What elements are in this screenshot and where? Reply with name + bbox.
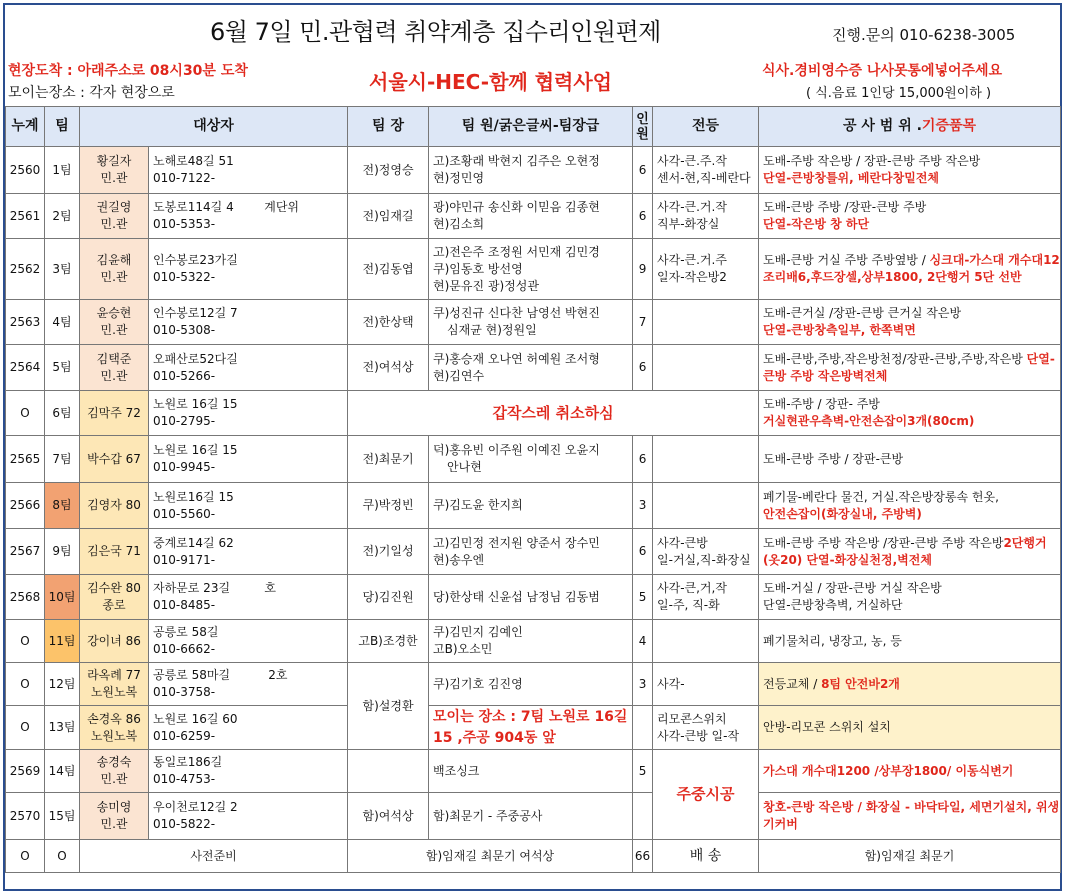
scope-text: 도배-주방 / 장판- 주방 bbox=[763, 397, 880, 411]
footer-lighting: 배 송 bbox=[653, 840, 759, 873]
scope-text: 도배-큰방,주방,작은방천정/장판-큰방,주방,작은방 bbox=[763, 351, 1027, 366]
team-members bbox=[429, 436, 633, 483]
team-label: 14팀 bbox=[45, 750, 80, 793]
recipient-address: 공릉로 58길 bbox=[153, 625, 219, 639]
scope-text: 단열-큰방창측벽, 거실하단 bbox=[763, 598, 903, 612]
recipient-name: 박수갑 67 bbox=[80, 436, 149, 483]
lighting-spec bbox=[653, 620, 759, 663]
lighting-spec bbox=[653, 345, 759, 391]
recipient-phone: 010-5322- bbox=[153, 270, 216, 284]
lighting-spec bbox=[653, 300, 759, 345]
member-line: 현)송우엔 bbox=[433, 552, 485, 567]
col-people: 인원 bbox=[633, 107, 653, 147]
member-line: 현)김소희 bbox=[433, 217, 485, 231]
footer-members: 함)임재길 최문기 여석상 bbox=[348, 840, 633, 873]
col-scope-label: 공 사 범 위 . bbox=[843, 118, 922, 134]
row-number: O bbox=[6, 706, 45, 750]
work-scope bbox=[759, 300, 1061, 345]
recipient-address: 자하문로 23길 호 bbox=[153, 581, 276, 595]
recipient-address: 동일로186길 bbox=[153, 755, 223, 769]
col-scope bbox=[759, 107, 1061, 147]
team-members bbox=[429, 529, 633, 575]
recipient-phone: 010-5560- bbox=[153, 506, 216, 521]
team-leader: 고B)조경한 bbox=[348, 620, 429, 663]
page-title: 6월 7일 민.관협력 취약계층 집수리인원편제 bbox=[210, 18, 661, 46]
roster-table bbox=[5, 106, 1061, 873]
recipient-address-cell bbox=[149, 620, 348, 663]
lighting-spec bbox=[653, 483, 759, 529]
table-row bbox=[6, 663, 1061, 706]
team-label: 8팀 bbox=[45, 483, 80, 529]
recipient-phone: 010-5266- bbox=[153, 368, 216, 383]
member-line: 쿠)김도윤 한지희 bbox=[433, 498, 523, 512]
recipient-address-cell bbox=[149, 706, 348, 750]
recipient-name: 송미영 민.관 bbox=[80, 793, 149, 840]
lighting-spec: 사각-큰방 일-거실,직-화장실 bbox=[653, 529, 759, 575]
row-number: 2567 bbox=[6, 529, 45, 575]
member-line: 광)야민규 송신화 이믿음 김종현 bbox=[433, 200, 600, 214]
recipient-address: 공릉로 58마길 2호 bbox=[153, 668, 288, 682]
recipient-phone: 010-5353- bbox=[153, 217, 216, 231]
gathering-place: 모이는장소 : 각자 현장으로 bbox=[8, 85, 175, 101]
team-members bbox=[429, 194, 633, 239]
team-label: 13팀 bbox=[45, 706, 80, 750]
scope-text: 도배-큰방 주방 /장판-큰방 주방 bbox=[763, 200, 927, 214]
team-members bbox=[429, 483, 633, 529]
member-line: 쿠)김기호 김진영 bbox=[433, 676, 523, 691]
scope-donation: 가스대 개수대1200 /상부장1800/ 이동식변기 bbox=[763, 763, 1014, 778]
work-scope bbox=[759, 194, 1061, 239]
footer-row bbox=[6, 840, 1061, 873]
team-label: 9팀 bbox=[45, 529, 80, 575]
lighting-spec: 사각-큰,거,작 일-주, 직-화 bbox=[653, 575, 759, 620]
table-row bbox=[6, 483, 1061, 529]
people-count: 9 bbox=[633, 239, 653, 300]
member-line: 고)전은주 조정원 서민재 김민경 bbox=[433, 244, 600, 259]
recipient-address-cell bbox=[149, 793, 348, 840]
member-line: 현)문유진 광)정성관 bbox=[433, 278, 539, 293]
member-line: 고)김민정 전지원 양준서 장수민 bbox=[433, 535, 600, 550]
team-members bbox=[429, 300, 633, 345]
weekday-work-note: 주중시공 bbox=[653, 750, 759, 840]
table-row bbox=[6, 575, 1061, 620]
recipient-name: 김막주 72 bbox=[80, 391, 149, 436]
recipient-name: 손경옥 86 노원노복 bbox=[80, 706, 149, 750]
recipient-address-cell bbox=[149, 436, 348, 483]
work-scope bbox=[759, 483, 1061, 529]
people-count: 7 bbox=[633, 300, 653, 345]
recipient-address: 인수봉로23가길 bbox=[153, 253, 238, 267]
team-members bbox=[429, 345, 633, 391]
table-row bbox=[6, 750, 1061, 793]
member-line: 현)정민영 bbox=[433, 171, 485, 185]
work-scope bbox=[759, 663, 1061, 706]
recipient-phone: 010-6259- bbox=[153, 728, 216, 743]
meeting-place-note: 모이는 장소 : 7팀 노원로 16길 15 ,주공 904동 앞 bbox=[429, 706, 633, 750]
member-line: 쿠)홍승재 오나연 허예원 조서형 bbox=[433, 351, 600, 366]
team-members bbox=[429, 620, 633, 663]
people-count: 6 bbox=[633, 436, 653, 483]
scope-donation: 단열-큰방 주방 작은방벽전체 bbox=[763, 351, 1055, 383]
footer-recipient: 사전준비 bbox=[80, 840, 348, 873]
recipient-name: 김윤해 민.관 bbox=[80, 239, 149, 300]
work-scope bbox=[759, 529, 1061, 575]
scope-text: 도배-주방 작은방 / 장판-큰방 주방 작은방 bbox=[763, 154, 981, 168]
recipient-address-cell bbox=[149, 575, 348, 620]
recipient-address: 중계로14길 62 bbox=[153, 535, 234, 550]
scope-donation: 안전손잡이(화장실내, 주방벽) bbox=[763, 506, 922, 521]
col-leader: 팀 장 bbox=[348, 107, 429, 147]
team-leader: 전)최문기 bbox=[348, 436, 429, 483]
team-label: 4팀 bbox=[45, 300, 80, 345]
team-label: 3팀 bbox=[45, 239, 80, 300]
table-row bbox=[6, 194, 1061, 239]
member-line: 덕)홍유빈 이주원 이예진 오윤지 bbox=[433, 443, 600, 457]
recipient-address-cell bbox=[149, 194, 348, 239]
team-label: 15팀 bbox=[45, 793, 80, 840]
scope-donation: 단열-큰방창틀위, 베란다창밑전체 bbox=[763, 171, 940, 185]
recipient-name: 송경숙 민.관 bbox=[80, 750, 149, 793]
footer-team: O bbox=[45, 840, 80, 873]
recipient-address-cell bbox=[149, 345, 348, 391]
team-leader: 함)설경환 bbox=[348, 663, 429, 750]
scope-donation: 단열-큰방창측일부, 한쪽벽면 bbox=[763, 323, 916, 337]
col-members: 팀 원/굵은글씨-팀장급 bbox=[429, 107, 633, 147]
scope-text: 안방-리모콘 스위치 설치 bbox=[763, 720, 891, 734]
member-line: 쿠)임동호 방선영 bbox=[433, 261, 523, 276]
row-number: 2568 bbox=[6, 575, 45, 620]
recipient-phone: 010-9171- bbox=[153, 552, 216, 567]
team-leader: 전)김동엽 bbox=[348, 239, 429, 300]
scope-donation: 2단행거(옷20) 단열-화장실천정,벽전체 bbox=[763, 535, 1047, 567]
recipient-phone: 010-9945- bbox=[153, 460, 216, 474]
row-number: 2569 bbox=[6, 750, 45, 793]
lighting-spec: 사각-큰.거.작 직부-화장실 bbox=[653, 194, 759, 239]
recipient-address-cell bbox=[149, 391, 348, 436]
people-count: 6 bbox=[633, 194, 653, 239]
people-count: 5 bbox=[633, 750, 653, 793]
row-number: 2560 bbox=[6, 147, 45, 194]
recipient-address-cell bbox=[149, 529, 348, 575]
project-name: 서울시-HEC-함께 협력사업 bbox=[369, 70, 612, 94]
recipient-address: 도봉로114길 4 계단위 bbox=[153, 200, 300, 214]
recipient-name: 김영자 80 bbox=[80, 483, 149, 529]
team-label: 5팀 bbox=[45, 345, 80, 391]
table-row bbox=[6, 620, 1061, 663]
scope-text: 전등교체 / bbox=[763, 676, 822, 691]
lighting-spec: 사각- bbox=[653, 663, 759, 706]
member-line: 고)조황래 박현지 김주은 오현정 bbox=[433, 154, 600, 168]
recipient-name: 윤승현 민.관 bbox=[80, 300, 149, 345]
team-leader: 당)김진원 bbox=[348, 575, 429, 620]
recipient-address-cell bbox=[149, 663, 348, 706]
recipient-address: 인수봉로12길 7 bbox=[153, 306, 238, 320]
recipient-address: 노원로 16길 60 bbox=[153, 711, 238, 726]
scope-donation: 8팀 안전바2개 bbox=[821, 676, 900, 691]
recipient-address: 우이천로12길 2 bbox=[153, 800, 238, 814]
member-line: 현)김연수 bbox=[433, 368, 485, 383]
work-scope bbox=[759, 793, 1061, 840]
table-row bbox=[6, 706, 1061, 750]
footer-number: O bbox=[6, 840, 45, 873]
scope-text: 도배-큰방 주방 작은방 /장판-큰방 주방 작은방 bbox=[763, 535, 1004, 550]
work-scope bbox=[759, 345, 1061, 391]
col-cumulative: 누계 bbox=[6, 107, 45, 147]
scope-donation: 거실현관우측벽-안전손잡이3개(80cm) bbox=[763, 414, 975, 428]
work-scope bbox=[759, 706, 1061, 750]
recipient-address-cell bbox=[149, 147, 348, 194]
recipient-address-cell bbox=[149, 239, 348, 300]
recipient-phone: 010-6662- bbox=[153, 642, 216, 656]
people-count: 6 bbox=[633, 147, 653, 194]
row-number: O bbox=[6, 663, 45, 706]
recipient-phone: 010-3758- bbox=[153, 685, 216, 699]
recipient-name: 황길자 민.관 bbox=[80, 147, 149, 194]
people-count: 3 bbox=[633, 483, 653, 529]
row-number: 2563 bbox=[6, 300, 45, 345]
meal-limit-note: ( 식.음료 1인당 15,000원이하 ) bbox=[806, 86, 992, 101]
people-count: 6 bbox=[633, 345, 653, 391]
cancel-notice: 갑작스레 취소하심 bbox=[348, 391, 759, 436]
table-row bbox=[6, 793, 1061, 840]
row-number: 2570 bbox=[6, 793, 45, 840]
scope-donation: 창호-큰방 작은방 / 화장실 - 바닥타일, 세면기설치, 위생기커버 bbox=[763, 800, 1060, 831]
member-line: 쿠)성진규 신다찬 남영선 박현진 bbox=[433, 306, 600, 320]
table-row bbox=[6, 345, 1061, 391]
recipient-phone: 010-7122- bbox=[153, 171, 216, 185]
table-row bbox=[6, 300, 1061, 345]
people-count: 3 bbox=[633, 663, 653, 706]
scope-donation: 싱크대-가스대 개수대12 조리배6,후드장셀,상부1800, 2단행거 5단 선반 bbox=[763, 253, 1060, 284]
recipient-phone: 010-5308- bbox=[153, 323, 216, 337]
row-number: 2566 bbox=[6, 483, 45, 529]
recipient-name: 강이녀 86 bbox=[80, 620, 149, 663]
recipient-address-cell bbox=[149, 483, 348, 529]
col-scope-donation: 기증품목 bbox=[921, 118, 977, 134]
team-leader: 전)기일성 bbox=[348, 529, 429, 575]
recipient-phone: 010-2795- bbox=[153, 414, 216, 428]
work-scope bbox=[759, 620, 1061, 663]
team-leader: 전)여석상 bbox=[348, 345, 429, 391]
people-count: 4 bbox=[633, 620, 653, 663]
row-number: O bbox=[6, 620, 45, 663]
recipient-name: 김택준 민.관 bbox=[80, 345, 149, 391]
recipient-name: 김은국 71 bbox=[80, 529, 149, 575]
team-members bbox=[429, 147, 633, 194]
work-scope bbox=[759, 239, 1061, 300]
team-label: 12팀 bbox=[45, 663, 80, 706]
team-leader bbox=[348, 750, 429, 793]
people-count: 6 bbox=[633, 529, 653, 575]
team-leader: 전)임재길 bbox=[348, 194, 429, 239]
team-members bbox=[429, 239, 633, 300]
col-team: 팀 bbox=[45, 107, 80, 147]
team-label: 10팀 bbox=[45, 575, 80, 620]
lighting-spec bbox=[653, 436, 759, 483]
lighting-spec: 사각-큰.주.작 센서-현,직-베란다 bbox=[653, 147, 759, 194]
table-row bbox=[6, 529, 1061, 575]
work-scope bbox=[759, 575, 1061, 620]
row-number: 2564 bbox=[6, 345, 45, 391]
scope-donation: 단열-작은방 창 하단 bbox=[763, 217, 870, 231]
work-scope bbox=[759, 436, 1061, 483]
table-row bbox=[6, 147, 1061, 194]
arrival-notice: 현장도착 : 아래주소로 08시30분 도착 bbox=[8, 63, 248, 79]
recipient-address-cell bbox=[149, 750, 348, 793]
member-line: 백조싱크 bbox=[433, 763, 480, 778]
recipient-address-cell bbox=[149, 300, 348, 345]
member-line: 안나현 bbox=[447, 460, 482, 474]
row-number: O bbox=[6, 391, 45, 436]
work-scope bbox=[759, 750, 1061, 793]
row-number: 2561 bbox=[6, 194, 45, 239]
col-recipient: 대상자 bbox=[80, 107, 348, 147]
team-leader: 전)정영승 bbox=[348, 147, 429, 194]
member-line: 쿠)김민지 김예인 bbox=[433, 625, 523, 639]
recipient-address: 노원로 16길 15 bbox=[153, 443, 238, 457]
lighting-spec: 사각-큰.거.주 일자-작은방2 bbox=[653, 239, 759, 300]
recipient-phone: 010-8485- bbox=[153, 598, 216, 612]
row-number: 2565 bbox=[6, 436, 45, 483]
recipient-address: 노원로16길 15 bbox=[153, 489, 234, 504]
work-scope bbox=[759, 147, 1061, 194]
team-label: 7팀 bbox=[45, 436, 80, 483]
lighting-spec: 리모콘스위치 사각-큰방 일-작 bbox=[653, 706, 759, 750]
footer-count: 66 bbox=[633, 840, 653, 873]
recipient-name: 김수완 80 종로 bbox=[80, 575, 149, 620]
recipient-address: 노원로 16길 15 bbox=[153, 397, 238, 411]
col-lighting: 전등 bbox=[653, 107, 759, 147]
row-number: 2562 bbox=[6, 239, 45, 300]
people-count bbox=[633, 706, 653, 750]
receipt-notice: 식사.경비영수증 나사못통에넣어주세요 bbox=[762, 63, 1003, 79]
member-line: 함)최문기 - 주중공사 bbox=[433, 808, 543, 823]
table-header-row bbox=[6, 107, 1061, 147]
team-label: 6팀 bbox=[45, 391, 80, 436]
scope-text: 폐기물-베란다 물건, 거실.작은방장롱속 헌옷, bbox=[763, 489, 999, 504]
scope-text: 도배-큰방 주방 / 장판-큰방 bbox=[763, 451, 904, 466]
team-members bbox=[429, 793, 633, 840]
team-leader: 함)여석상 bbox=[348, 793, 429, 840]
table-row bbox=[6, 239, 1061, 300]
team-members bbox=[429, 663, 633, 706]
recipient-address: 노해로48길 51 bbox=[153, 154, 234, 168]
member-line: 당)한상태 신윤섭 남정님 김동범 bbox=[433, 589, 600, 604]
contact-info: 진행.문의 010-6238-3005 bbox=[832, 26, 1016, 44]
member-line: 고B)오소민 bbox=[433, 642, 493, 656]
team-members bbox=[429, 575, 633, 620]
team-members bbox=[429, 750, 633, 793]
team-leader: 쿠)박정빈 bbox=[348, 483, 429, 529]
footer-scope: 함)임재길 최문기 bbox=[759, 840, 1061, 873]
team-leader: 전)한상택 bbox=[348, 300, 429, 345]
scope-text: 도배-큰방 거실 주방 주방옆방 / bbox=[763, 253, 930, 267]
work-scope bbox=[759, 391, 1061, 436]
recipient-name: 권길영 민.관 bbox=[80, 194, 149, 239]
recipient-phone: 010-4753- bbox=[153, 772, 216, 786]
scope-text: 도배-큰거실 /장판-큰방 큰거실 작은방 bbox=[763, 306, 962, 320]
people-count: 5 bbox=[633, 575, 653, 620]
scope-text: 도배-거실 / 장판-큰방 거실 작은방 bbox=[763, 581, 942, 595]
recipient-name: 라옥례 77 노원노복 bbox=[80, 663, 149, 706]
member-line: 심재균 현)정원일 bbox=[447, 323, 537, 337]
team-label: 1팀 bbox=[45, 147, 80, 194]
scope-text: 폐기물처리, 냉장고, 농, 등 bbox=[763, 633, 902, 648]
table-row bbox=[6, 391, 1061, 436]
recipient-phone: 010-5822- bbox=[153, 817, 216, 831]
team-label: 2팀 bbox=[45, 194, 80, 239]
recipient-address: 오패산로52다길 bbox=[153, 351, 238, 366]
people-count bbox=[633, 793, 653, 840]
table-row bbox=[6, 436, 1061, 483]
team-label: 11팀 bbox=[45, 620, 80, 663]
